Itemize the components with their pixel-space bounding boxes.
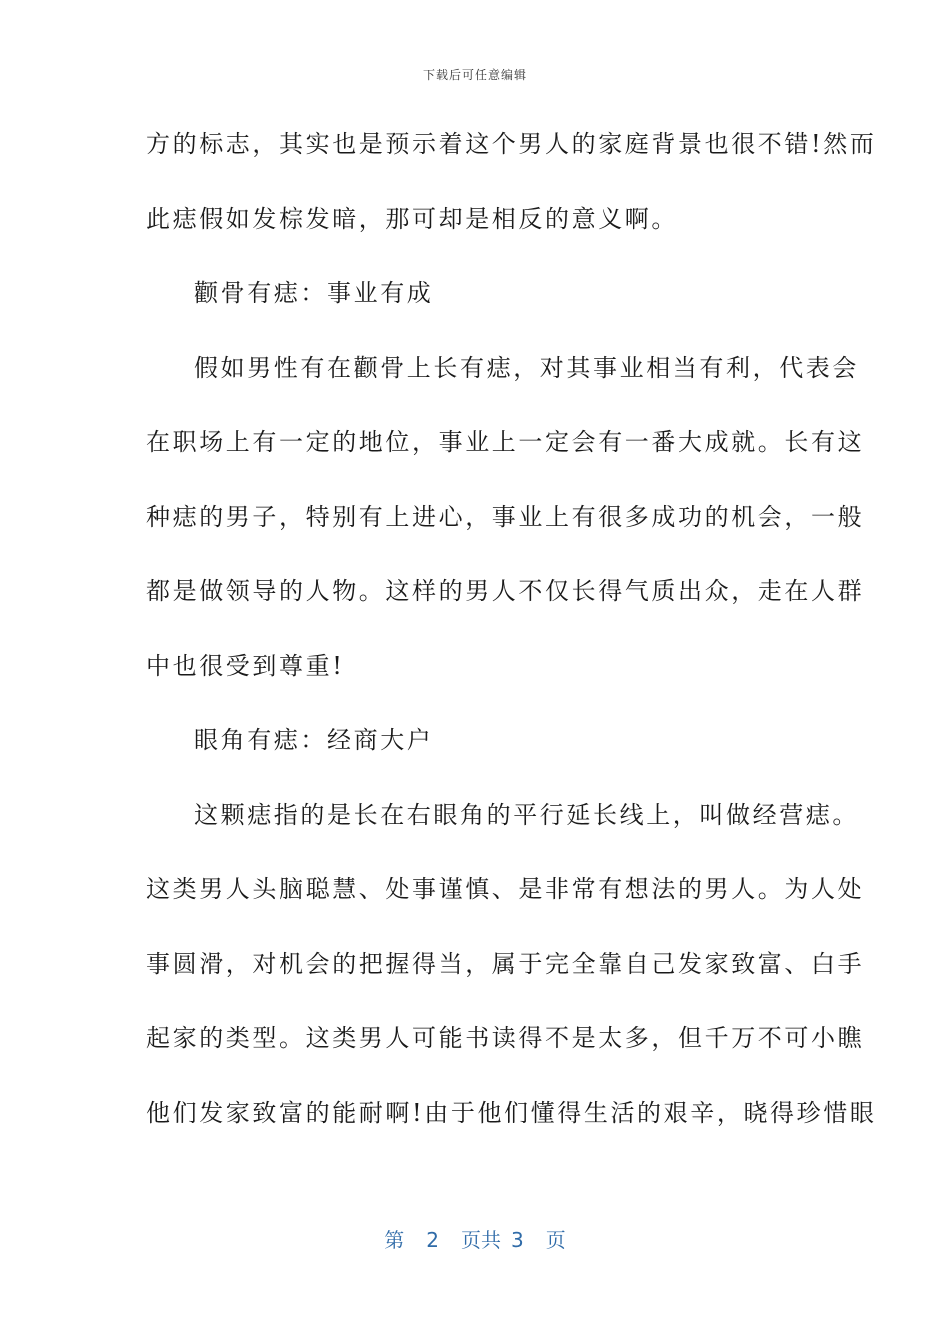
body-line: 这类男人头脑聪慧、处事谨慎、是非常有想法的男人。为人处 — [146, 875, 865, 903]
body-line: 起家的类型。这类男人可能书读得不是太多，但千万不可小瞧 — [146, 1024, 865, 1052]
body-line: 方的标志，其实也是预示着这个男人的家庭背景也很不错!然而 — [146, 130, 877, 158]
body-line: 他们发家致富的能耐啊!由于他们懂得生活的艰辛，晓得珍惜眼 — [146, 1098, 877, 1127]
page-footer — [0, 1224, 950, 1253]
document-body — [146, 122, 877, 1165]
section-heading: 眼角有痣：经商大户 — [194, 726, 434, 754]
footer-total-pages: 3 — [511, 1228, 524, 1252]
body-line: 在职场上有一定的地位，事业上一定会有一番大成就。长有这 — [146, 428, 865, 456]
body-line: 此痣假如发棕发暗，那可却是相反的意义啊。 — [146, 204, 678, 233]
body-line: 中也很受到尊重! — [146, 651, 345, 680]
body-line: 种痣的男子，特别有上进心，事业上有很多成功的机会，一般 — [146, 502, 865, 531]
body-line: 事圆滑，对机会的把握得当，属于完全靠自己发家致富、白手 — [146, 949, 865, 978]
footer-page-number: 2 — [426, 1228, 439, 1252]
body-line: 都是做领导的人物。这样的男人不仅长得气质出众，走在人群 — [146, 577, 865, 605]
footer-middle: 页共 — [461, 1228, 501, 1252]
header-note: 下载后可任意编辑 — [422, 68, 527, 82]
footer-suffix: 页 — [545, 1228, 566, 1252]
body-line: 这颗痣指的是长在右眼角的平行延长线上，叫做经营痣。 — [194, 800, 859, 829]
section-heading: 颧骨有痣：事业有成 — [194, 279, 434, 307]
footer-prefix: 第 — [384, 1228, 405, 1252]
body-line: 假如男性有在颧骨上长有痣，对其事业相当有利，代表会 — [194, 353, 859, 382]
